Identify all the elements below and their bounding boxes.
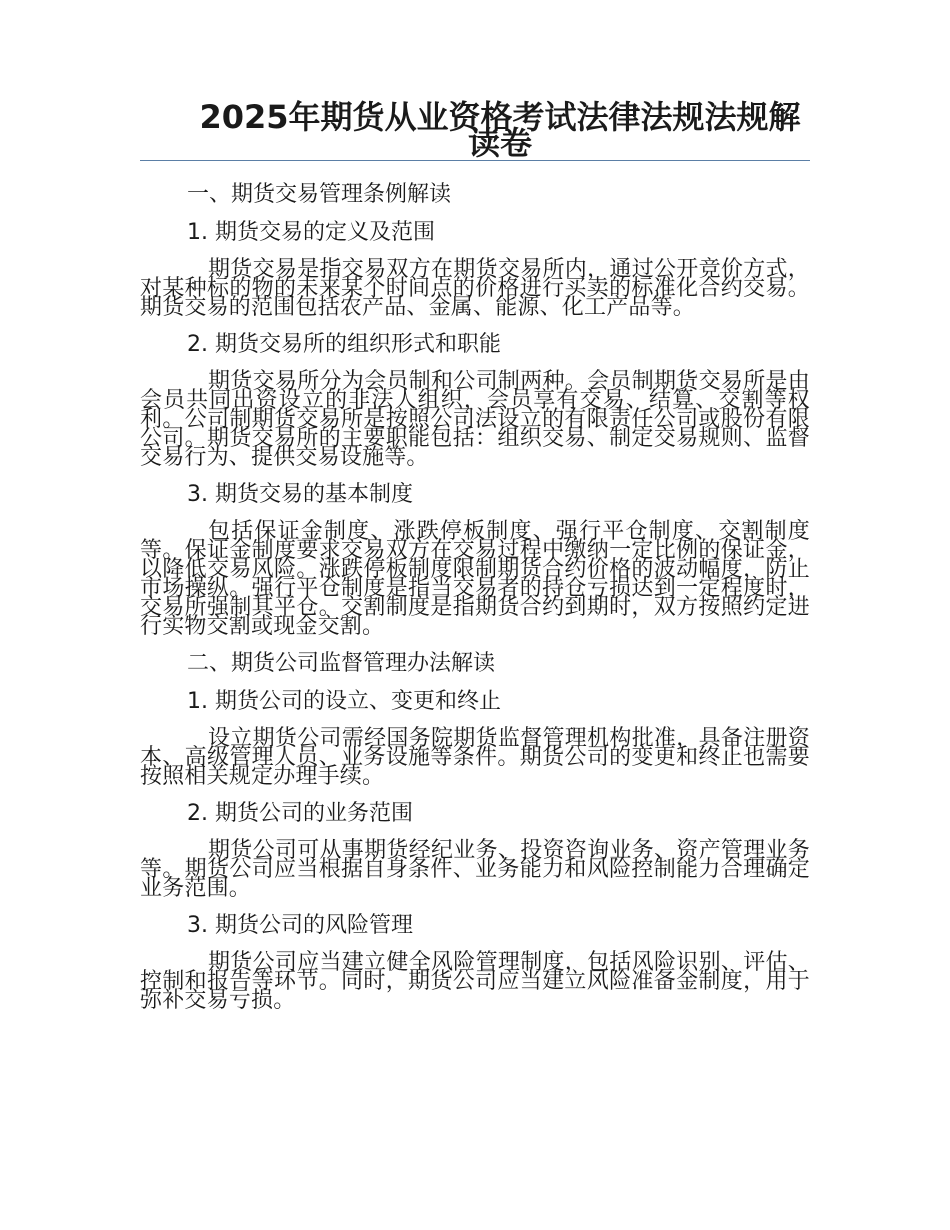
section-heading: 一、期货交易管理条例解读 (187, 182, 452, 207)
subsection-heading: 1. 期货公司的设立、变更和终止 (187, 689, 501, 714)
subsection-heading: 1. 期货交易的定义及范围 (187, 220, 435, 245)
subsection-heading: 3. 期货公司的风险管理 (187, 913, 413, 938)
paragraph: 期货公司可从事期货经纪业务、投资咨询业务、资产管理业务等。期货公司应当根据自身条件、业务能力和风险控制能力合理确定业务范围。 (140, 838, 810, 901)
subsection-heading: 2. 期货公司的业务范围 (187, 801, 413, 826)
section-heading: 二、期货公司监督管理办法解读 (187, 651, 496, 676)
paragraph: 设立期货公司需经国务院期货监督管理机构批准，具备注册资本、高级管理人员、业务设施等条件。期货公司的变更和终止也需要按照相关规定办理手续。 (140, 726, 810, 789)
paragraph: 期货交易是指交易双方在期货交易所内，通过公开竞价方式，对某种标的物的未来某个时间点的价格进行买卖的标准化合约交易。期货交易的范围包括农产品、金属、能源、化工产品等。 (140, 257, 810, 320)
document-body (140, 182, 810, 1025)
title-underline (140, 160, 810, 161)
document-title: 2025年期货从业资格考试法律法规法规解读卷 (199, 98, 801, 162)
subsection-heading: 2. 期货交易所的组织形式和职能 (187, 332, 501, 357)
paragraph: 包括保证金制度、涨跌停板制度、强行平仓制度、交割制度等。保证金制度要求交易双方在交易过程中缴纳一定比例的保证金，以降低交易风险。涨跌停板制度限制期货合约价格的波动幅度，防止市场操纵。强行平仓制度是指当交易者的持仓亏损达到一定程度时，交易所强制其平仓。交割制度是指期货合约到期时，双方按照约定进行实物交割或现金交割。 (140, 519, 810, 639)
subsection-heading: 3. 期货交易的基本制度 (187, 482, 413, 507)
paragraph: 期货交易所分为会员制和公司制两种。会员制期货交易所是由会员共同出资设立的非法人组织，会员享有交易、结算、交割等权利。公司制期货交易所是按照公司法设立的有限责任公司或股份有限公司。期货交易所的主要职能包括：组织交易、制定交易规则、监督交易行为、提供交易设施等。 (140, 369, 810, 470)
paragraph: 期货公司应当建立健全风险管理制度，包括风险识别、评估、控制和报告等环节。同时，期货公司应当建立风险准备金制度，用于弥补交易亏损。 (140, 950, 810, 1013)
